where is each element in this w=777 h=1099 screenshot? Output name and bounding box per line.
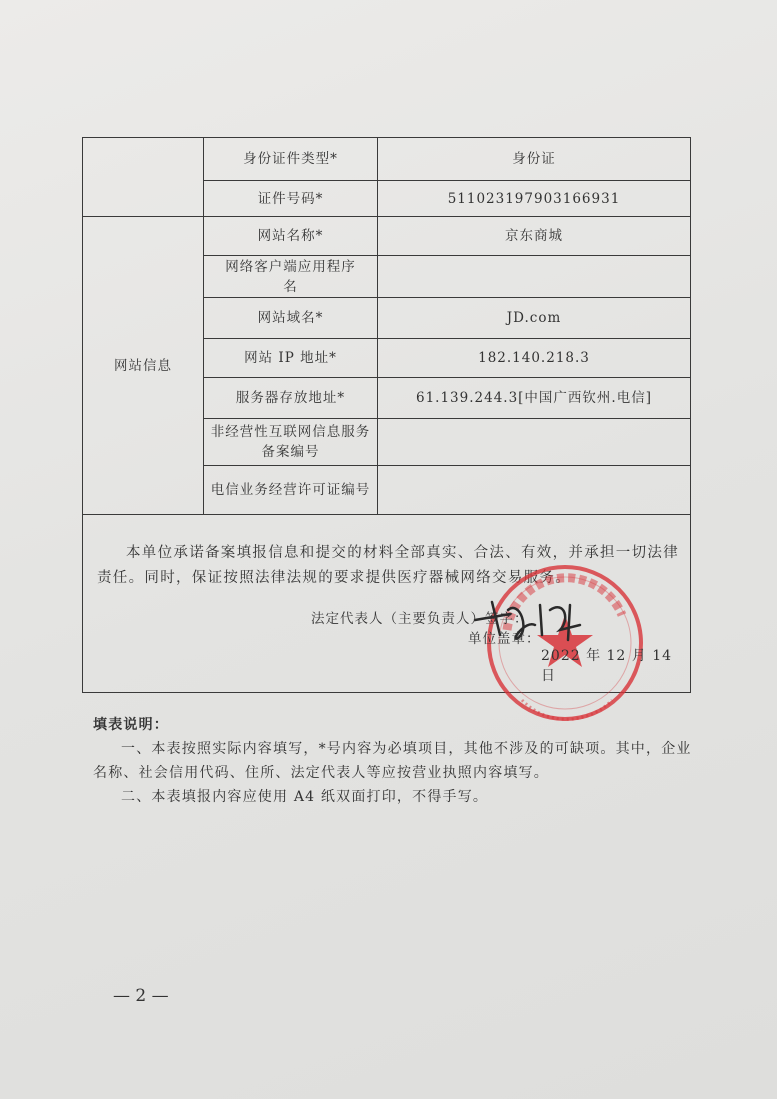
field-value <box>378 419 691 466</box>
field-label: 非经营性互联网信息服务备案编号 <box>204 419 378 466</box>
field-label: 身份证件类型* <box>204 138 378 181</box>
page-number: — 2 — <box>113 986 169 1006</box>
field-value: 61.139.244.3[中国广西钦州.电信] <box>378 378 691 419</box>
field-value: 身份证 <box>378 138 691 181</box>
field-label: 网站 IP 地址* <box>204 339 378 378</box>
instruction-item: 一、本表按照实际内容填写，*号内容为必填项目，其他不涉及的可缺项。其中，企业名称、社会信用代码、住所、法定代表人等应按营业执照内容填写。 <box>93 741 692 781</box>
field-value: 182.140.218.3 <box>378 339 691 378</box>
filing-table <box>82 137 691 515</box>
instructions-heading: 填表说明： <box>93 717 169 733</box>
field-value <box>378 466 691 515</box>
sign-date: 2022 年 12 月 14 日 <box>541 648 673 684</box>
field-value: 京东商城 <box>378 217 691 256</box>
filling-instructions <box>93 713 693 809</box>
seal-label: 单位盖章： <box>468 631 541 647</box>
field-label: 证件号码* <box>204 181 378 217</box>
signature-label: 法定代表人（主要负责人）签字： <box>311 611 529 627</box>
field-label: 网站名称* <box>204 217 378 256</box>
field-value: JD.com <box>378 298 691 339</box>
commitment-text: 本单位承诺备案填报信息和提交的材料全部真实、合法、有效，并承担一切法律责任。同时，保证按照法律法规的要求提供医疗器械网络交易服务。 <box>97 545 679 586</box>
instruction-item: 二、本表填报内容应使用 A4 纸双面打印，不得手写。 <box>121 789 489 805</box>
field-value: 511023197903166931 <box>378 181 691 217</box>
group-label-website-info: 网站信息 <box>83 217 204 515</box>
field-label: 网络客户端应用程序名 <box>204 256 378 298</box>
field-value <box>378 256 691 298</box>
field-label: 服务器存放地址* <box>204 378 378 419</box>
field-label: 电信业务经营许可证编号 <box>204 466 378 515</box>
blank-group-cell <box>83 138 204 217</box>
field-label: 网站域名* <box>204 298 378 339</box>
